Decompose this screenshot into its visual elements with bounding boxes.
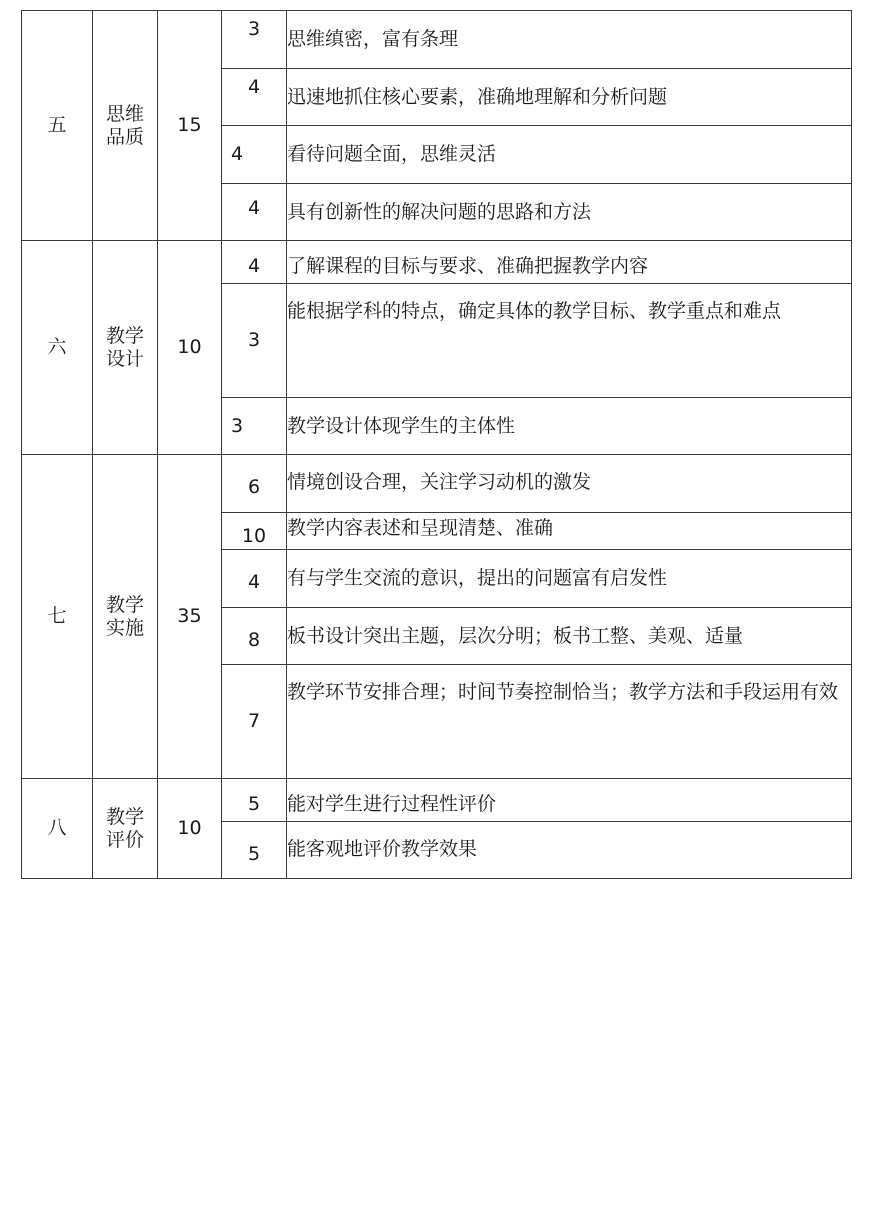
section-category: 思维 品质 — [93, 11, 158, 241]
item-description: 情境创设合理，关注学习动机的激发 — [287, 455, 852, 513]
table-row — [22, 779, 852, 822]
table-row — [22, 455, 852, 513]
item-description: 有与学生交流的意识，提出的问题富有启发性 — [287, 550, 852, 608]
section-number: 七 — [22, 455, 93, 779]
section-category: 教学 评价 — [93, 779, 158, 879]
item-description: 具有创新性的解决问题的思路和方法 — [287, 184, 852, 241]
item-score: 4 — [222, 184, 287, 241]
item-description: 教学内容表述和呈现清楚、准确 — [287, 513, 852, 550]
section-number: 六 — [22, 241, 93, 455]
item-description: 教学设计体现学生的主体性 — [287, 398, 852, 455]
item-score: 8 — [222, 608, 287, 665]
item-score: 3 — [222, 11, 287, 69]
item-description: 教学环节安排合理；时间节奏控制恰当；教学方法和手段运用有效 — [287, 665, 852, 779]
item-score: 4 — [222, 126, 287, 184]
item-description: 能对学生进行过程性评价 — [287, 779, 852, 822]
item-description: 能根据学科的特点，确定具体的教学目标、教学重点和难点 — [287, 284, 852, 398]
item-score: 4 — [222, 241, 287, 284]
item-score: 5 — [222, 822, 287, 879]
item-score: 3 — [222, 398, 287, 455]
item-score: 4 — [222, 550, 287, 608]
item-description: 板书设计突出主题，层次分明；板书工整、美观、适量 — [287, 608, 852, 665]
section-category: 教学 实施 — [93, 455, 158, 779]
section-category: 教学 设计 — [93, 241, 158, 455]
table-row — [22, 11, 852, 69]
item-score: 5 — [222, 779, 287, 822]
section-total-score: 10 — [158, 241, 222, 455]
section-total-score: 35 — [158, 455, 222, 779]
evaluation-rubric-table — [21, 10, 852, 879]
item-description: 了解课程的目标与要求、准确把握教学内容 — [287, 241, 852, 284]
section-number: 五 — [22, 11, 93, 241]
section-total-score: 10 — [158, 779, 222, 879]
item-description: 思维缜密，富有条理 — [287, 11, 852, 69]
item-score: 10 — [222, 513, 287, 550]
item-score: 3 — [222, 284, 287, 398]
item-score: 4 — [222, 69, 287, 126]
section-number: 八 — [22, 779, 93, 879]
item-description: 能客观地评价教学效果 — [287, 822, 852, 879]
section-total-score: 15 — [158, 11, 222, 241]
item-score: 6 — [222, 455, 287, 513]
item-score: 7 — [222, 665, 287, 779]
item-description: 看待问题全面，思维灵活 — [287, 126, 852, 184]
table-row — [22, 241, 852, 284]
item-description: 迅速地抓住核心要素，准确地理解和分析问题 — [287, 69, 852, 126]
